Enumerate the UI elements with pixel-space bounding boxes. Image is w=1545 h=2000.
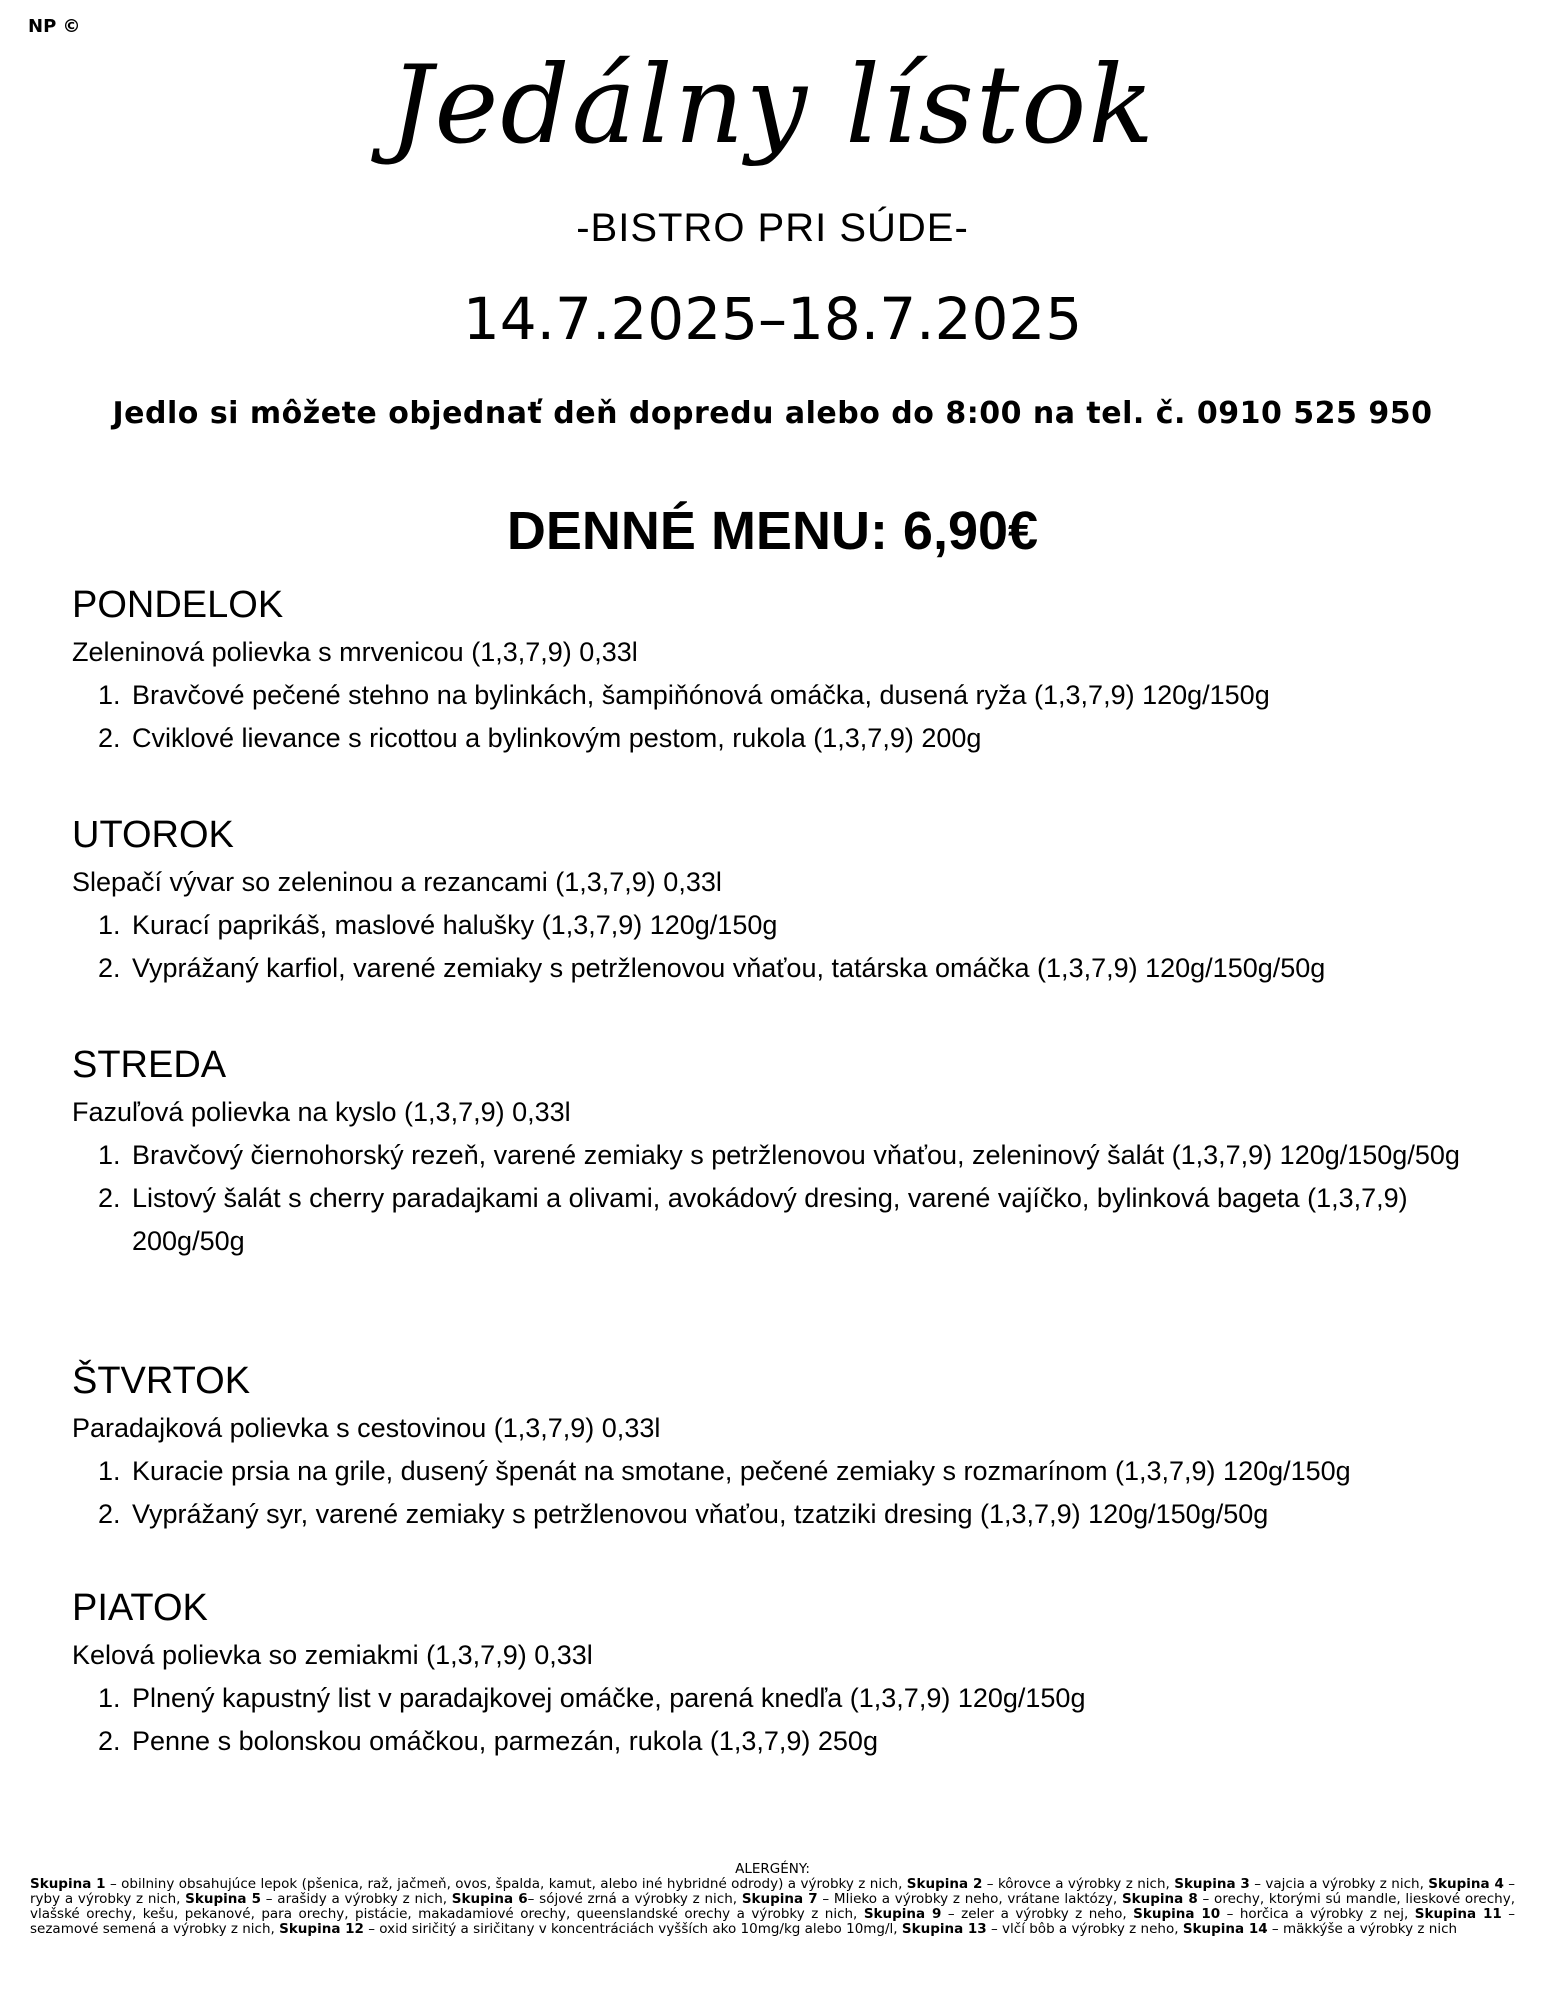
dish-list <box>72 1677 1492 1763</box>
dish-number: 2. <box>98 723 121 753</box>
dish-item <box>72 1134 1472 1177</box>
day-section-tuesday <box>72 812 1492 990</box>
dish-item <box>72 1450 1492 1493</box>
allergen-group-label: Skupina 10 <box>1133 1906 1221 1922</box>
day-section-wednesday <box>72 1042 1492 1263</box>
allergen-group-text: – horčica a výrobky z nej, <box>1220 1906 1415 1922</box>
dish-text: Listový šalát s cherry paradajkami a olivami, avokádový dresing, varené vajíčko, bylinková bageta (1,3,7,9) 200g/50g <box>132 1183 1408 1256</box>
soup-item: Fazuľová polievka na kyslo (1,3,7,9) 0,33l <box>72 1097 571 1127</box>
copyright-mark: NP © <box>28 16 81 37</box>
allergen-group-label: Skupina 6 <box>451 1891 528 1907</box>
allergen-group-label: Skupina 1 <box>30 1876 106 1892</box>
allergen-group-label: Skupina 12 <box>279 1921 364 1937</box>
dish-item <box>72 717 1492 760</box>
soup-item: Paradajková polievka s cestovinou (1,3,7,9) 0,33l <box>72 1413 661 1443</box>
day-name: ŠTVRTOK <box>72 1360 251 1402</box>
daily-menu-price: DENNÉ MENU: 6,90€ <box>506 501 1039 561</box>
soup-item: Zeleninová polievka s mrvenicou (1,3,7,9) 0,33l <box>72 637 638 667</box>
soup-item: Slepačí vývar so zeleninou a rezancami (1,3,7,9) 0,33l <box>72 867 722 897</box>
day-section-monday <box>72 582 1492 760</box>
dish-number: 2. <box>98 1726 121 1756</box>
allergens-note <box>30 1862 1515 1937</box>
dish-text: Bravčové pečené stehno na bylinkách, šampiňónová omáčka, dusená ryža (1,3,7,9) 120g/150g <box>132 680 1270 710</box>
dish-item <box>72 904 1492 947</box>
allergen-group-text: – mäkkýše a výrobky z nich <box>1267 1921 1458 1937</box>
soup-item: Kelová polievka so zemiakmi (1,3,7,9) 0,33l <box>72 1640 593 1670</box>
dish-number: 1. <box>98 910 121 940</box>
allergen-group-text: – ryby a výrobky z nich, <box>30 1876 1516 1907</box>
dish-number: 2. <box>98 953 121 983</box>
dish-item <box>72 947 1492 990</box>
dish-item <box>72 1493 1492 1536</box>
allergen-group-label: Skupina 13 <box>901 1921 987 1937</box>
dish-number: 1. <box>98 1140 121 1170</box>
allergen-group-text: – arašidy a výrobky z nich, <box>261 1891 452 1907</box>
dish-text: Cviklové lievance s ricottou a bylinkovým pestom, rukola (1,3,7,9) 200g <box>132 723 982 753</box>
dish-list <box>72 1134 1492 1263</box>
day-name: STREDA <box>72 1044 227 1086</box>
dish-text: Kurací paprikáš, maslové halušky (1,3,7,9) 120g/150g <box>132 910 778 940</box>
bistro-name: -BISTRO PRI SÚDE- <box>576 206 969 250</box>
dish-number: 1. <box>98 1683 121 1713</box>
allergen-group-text: – obilniny obsahujúce lepok (pšenica, raž, jačmeň, ovos, špalda, kamut, alebo iné hybridné odrody) a výrobky z nich, <box>105 1876 907 1892</box>
dish-text: Vyprážaný syr, varené zemiaky s petržlenovou vňaťou, tzatziki dresing (1,3,7,9) 120g/150g/50g <box>132 1499 1269 1529</box>
allergen-group-text: – zeler a výrobky z neho, <box>941 1906 1134 1922</box>
day-section-thursday <box>72 1358 1492 1536</box>
dish-list <box>72 1450 1492 1536</box>
allergen-group-label: Skupina 14 <box>1182 1921 1268 1937</box>
allergen-group-text: – oxid siričitý a siričitany v koncentráciách vyšších ako 10mg/kg alebo 10mg/l, <box>363 1921 902 1937</box>
allergen-group-label: Skupina 9 <box>863 1906 942 1922</box>
dish-text: Penne s bolonskou omáčkou, parmezán, rukola (1,3,7,9) 250g <box>132 1726 878 1756</box>
page-title: Jedálny lístok <box>389 43 1156 168</box>
allergen-group-label: Skupina 5 <box>185 1891 262 1907</box>
dish-text: Bravčový čiernohorský rezeň, varené zemiaky s petržlenovou vňaťou, zeleninový šalát (1,3,7,9) 120g/150g/50g <box>132 1140 1460 1170</box>
dish-item <box>72 674 1492 717</box>
order-note: Jedlo si môžete objednať deň dopredu alebo do 8:00 na tel. č. 0910 525 950 <box>112 396 1433 431</box>
allergen-group-text: – kôrovce a výrobky z nich, <box>982 1876 1175 1892</box>
day-name: PIATOK <box>72 1587 208 1629</box>
allergen-group-text: – vlčí bôb a výrobky z neho, <box>986 1921 1183 1937</box>
dish-list <box>72 904 1492 990</box>
day-section-friday <box>72 1585 1492 1763</box>
dish-item <box>72 1720 1492 1763</box>
dish-item <box>72 1677 1492 1720</box>
allergen-group-label: Skupina 3 <box>1174 1876 1250 1892</box>
dish-text: Vyprážaný karfiol, varené zemiaky s petržlenovou vňaťou, tatárska omáčka (1,3,7,9) 120g/150g/50g <box>132 953 1326 983</box>
allergen-group-label: Skupina 4 <box>1428 1876 1504 1892</box>
allergen-group-text: – sójové zrná a výrobky z nich, <box>527 1891 742 1907</box>
dish-text: Plnený kapustný list v paradajkovej omáčke, parená knedľa (1,3,7,9) 120g/150g <box>132 1683 1086 1713</box>
day-name: PONDELOK <box>72 584 284 626</box>
dish-text: Kuracie prsia na grile, dusený špenát na smotane, pečené zemiaky s rozmarínom (1,3,7,9) 120g/150g <box>132 1456 1351 1486</box>
allergens-list <box>30 1877 1515 1937</box>
dish-number: 1. <box>98 1456 121 1486</box>
dish-number: 2. <box>98 1499 121 1529</box>
allergen-group-label: Skupina 2 <box>906 1876 983 1892</box>
allergen-group-text: – sezamové semená a výrobky z nich, <box>30 1906 1516 1937</box>
dish-number: 1. <box>98 680 121 710</box>
allergen-group-label: Skupina 8 <box>1121 1891 1198 1907</box>
day-name: UTOROK <box>72 814 234 856</box>
dish-item <box>72 1177 1502 1263</box>
allergen-group-text: – orechy, ktorými sú mandle, lieskové orechy, vlašské orechy, kešu, pekanové, para orechy, pistácie, makadamiové orechy, queenslandské orechy a výrobky z nich, <box>30 1891 1515 1922</box>
date-range: 14.7.2025–18.7.2025 <box>462 285 1083 353</box>
allergen-group-label: Skupina 7 <box>741 1891 818 1907</box>
allergen-group-label: Skupina 11 <box>1414 1906 1502 1922</box>
allergens-title: ALERGÉNY: <box>735 1861 810 1877</box>
dish-list <box>72 674 1492 760</box>
dish-number: 2. <box>98 1183 121 1213</box>
allergen-group-text: – Mlieko a výrobky z neho, vrátane laktózy, <box>817 1891 1122 1907</box>
allergen-group-text: – vajcia a výrobky z nich, <box>1249 1876 1429 1892</box>
